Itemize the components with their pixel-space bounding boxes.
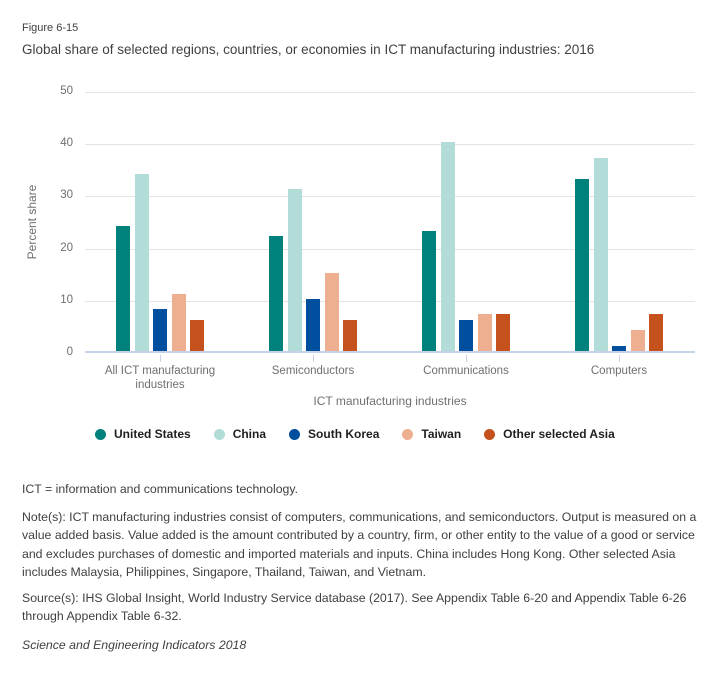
y-tick-label-40: 40 <box>60 137 73 150</box>
legend-dot-icon <box>484 429 495 440</box>
category-label-communications: Communications <box>423 365 509 377</box>
bar-other-selected-asia-communications <box>496 314 510 351</box>
x-tick-all-ict-manufacturing-industries <box>160 355 161 362</box>
bar-china-computers <box>594 158 608 351</box>
category-label-all-ict-manufacturing-industries: All ICT manufacturing industries <box>104 365 216 391</box>
bar-south-korea-communications <box>459 320 473 351</box>
legend-dot-icon <box>289 429 300 440</box>
bar-china-semiconductors <box>288 189 302 351</box>
legend-label: South Korea <box>308 427 380 441</box>
legend-label: United States <box>114 427 191 441</box>
legend-item-taiwan <box>402 427 461 441</box>
figure-number: Figure 6-15 <box>22 22 79 34</box>
x-tick-computers <box>619 355 620 362</box>
chart-legend <box>95 427 615 441</box>
bar-china-communications <box>441 142 455 351</box>
bar-other-selected-asia-semiconductors <box>343 320 357 351</box>
notes-text: Note(s): ICT manufacturing industries consist of computers, communications, and semiconductors. Output is measured on a value added basis. Value added is the amount contributed by a country, firm, or other entity to the value of a good or service and excludes purchases of domestic and imported materials and inputs. China includes Hong Kong. Other selected Asia includes Malaysia, Philippines, Singapore, Thailand, Taiwan, and Vietnam. <box>22 510 697 580</box>
x-tick-communications <box>466 355 467 362</box>
legend-dot-icon <box>214 429 225 440</box>
legend-item-south-korea <box>289 427 379 441</box>
chart-title: Global share of selected regions, countries, or economies in ICT manufacturing industries: 2016 <box>22 42 595 57</box>
bar-other-selected-asia-all-ict-manufacturing-industries <box>190 320 204 351</box>
gridline-40 <box>85 144 695 145</box>
y-tick-label-30: 30 <box>60 189 73 202</box>
category-label-semiconductors: Semiconductors <box>271 365 355 377</box>
bar-other-selected-asia-computers <box>649 314 663 351</box>
abbreviation-note: ICT = information and communications technology. <box>22 482 299 496</box>
legend-item-other-selected-asia <box>484 427 615 441</box>
legend-item-china <box>214 427 266 441</box>
y-tick-label-50: 50 <box>60 85 73 97</box>
y-tick-label-10: 10 <box>60 293 73 306</box>
plot-area <box>25 85 695 408</box>
legend-dot-icon <box>402 429 413 440</box>
y-tick-label-0: 0 <box>66 346 73 358</box>
bar-south-korea-computers <box>612 346 626 351</box>
publication-title: Science and Engineering Indicators 2018 <box>22 638 247 652</box>
bar-taiwan-communications <box>478 314 492 351</box>
legend-label: Taiwan <box>421 427 462 441</box>
legend-label: Other selected Asia <box>503 427 615 441</box>
bar-united-states-semiconductors <box>269 236 283 351</box>
x-axis-title: ICT manufacturing industries <box>313 394 467 408</box>
y-axis-title: Percent share <box>25 184 39 259</box>
bar-china-all-ict-manufacturing-industries <box>135 174 149 351</box>
source-text: Source(s): IHS Global Insight, World Industry Service database (2017). See Appendix Table 6-20 and Appendix Table 6-26 through Appendix Table 6-32. <box>22 591 687 624</box>
bar-taiwan-computers <box>631 330 645 351</box>
bar-united-states-all-ict-manufacturing-industries <box>116 226 130 351</box>
bar-south-korea-all-ict-manufacturing-industries <box>153 309 167 351</box>
legend-label: China <box>232 427 267 441</box>
bar-taiwan-semiconductors <box>325 273 339 351</box>
legend-item-united-states <box>95 427 191 441</box>
category-label-computers: Computers <box>590 365 648 377</box>
bar-united-states-communications <box>422 231 436 351</box>
legend-dot-icon <box>95 429 106 440</box>
gridline-50 <box>85 92 695 93</box>
bar-taiwan-all-ict-manufacturing-industries <box>172 294 186 351</box>
x-tick-semiconductors <box>313 355 314 362</box>
y-tick-label-20: 20 <box>60 241 73 254</box>
bar-south-korea-semiconductors <box>306 299 320 351</box>
bar-united-states-computers <box>575 179 589 351</box>
